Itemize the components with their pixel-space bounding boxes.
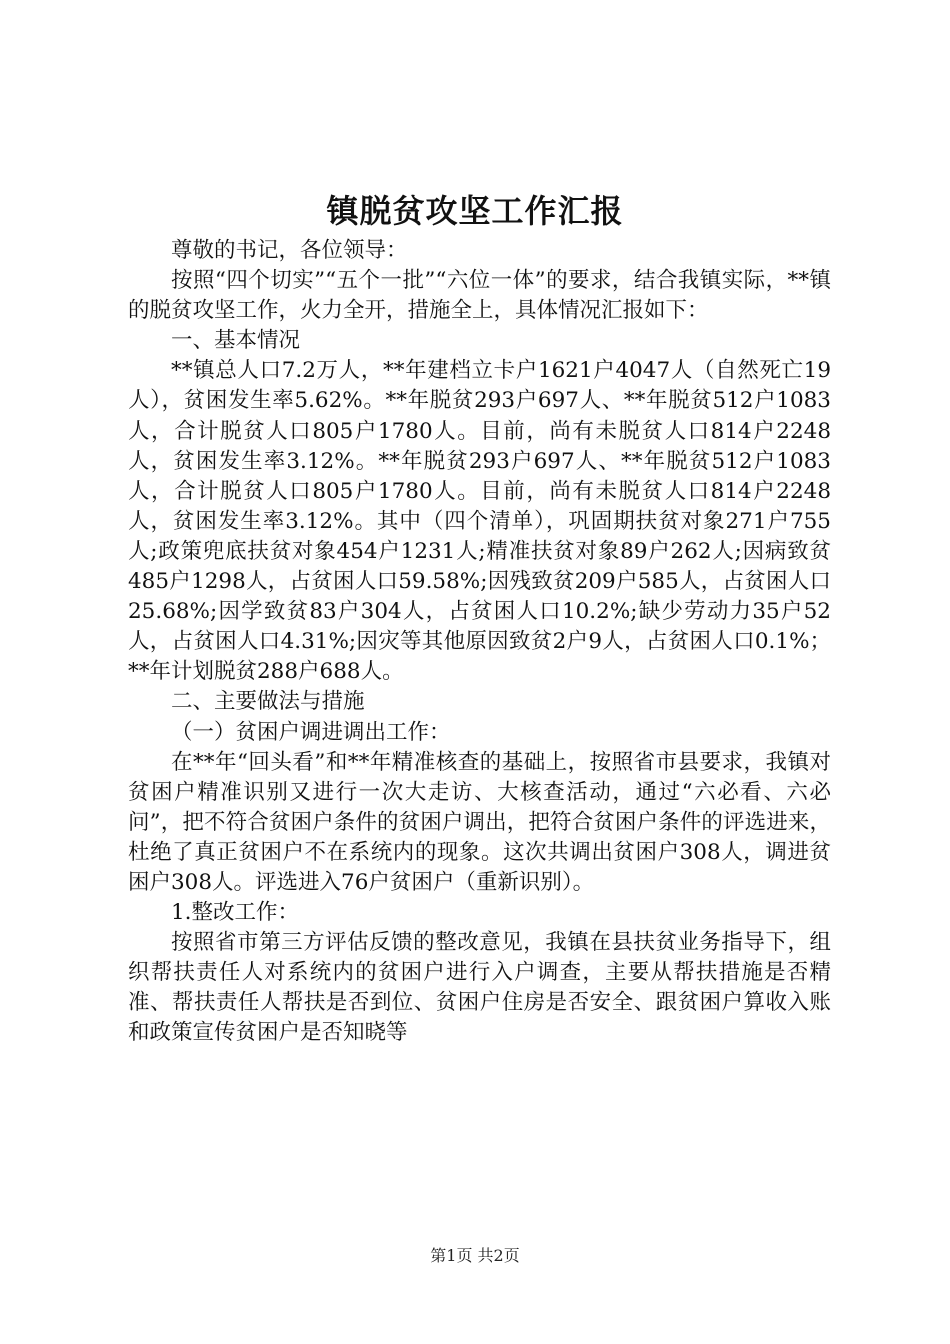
page-footer (0, 1243, 950, 1266)
intro-paragraph: 按照“四个切实”“五个一批”“六位一体”的要求，结合我镇实际，**镇的脱贫攻坚工作，火力全开，措施全上，具体情况汇报如下： (128, 268, 831, 324)
page-total: 共2页 (477, 1246, 520, 1265)
salutation: 尊敬的书记，各位领导： (171, 238, 408, 263)
item-heading-rectification: 1.整改工作： (171, 900, 300, 926)
rectification-paragraph: 按照省市第三方评估反馈的整改意见，我镇在县扶贫业务指导下，组织帮扶责任人对系统内的贫困户进行入户调查，主要从帮扶措施是否精准、帮扶责任人帮扶是否到位、贫困户住房是否安全、跟贫困户算收入账和政策宣传贫困户是否知晓等 (128, 930, 831, 1046)
subsection-heading-adjustment: （一）贫困户调进调出工作： (171, 719, 451, 745)
section-heading-measures: 二、主要做法与措施 (171, 689, 365, 715)
section-heading-basic-situation: 一、基本情况 (171, 328, 301, 354)
page-number: 第1页 (430, 1246, 473, 1265)
adjustment-paragraph: 在**年“回头看”和**年精准核查的基础上，按照省市县要求，我镇对贫困户精准识别又进行一次大走访、大核查活动，通过“六必看、六必问”，把不符合贫困户条件的贫困户调出，把符合贫困户条件的评选进来，杜绝了真正贫困户不在系统内的现象。这次共调出贫困户308人，调进贫困户308人。评选进入76户贫困户（重新识别）。 (128, 749, 831, 895)
document-title: 镇脱贫攻坚工作汇报 (326, 192, 624, 230)
document-body (128, 236, 831, 1049)
basic-situation-paragraph: **镇总人口7.2万人，**年建档立卡户1621户4047人（自然死亡19人），贫困发生率5.62%。**年脱贫293户697人、**年脱贫512户1083人，合计脱贫人口805户1780人。目前，尚有未脱贫人口814户2248人，贫困发生率3.12%。**年脱贫293户697人、**年脱贫512户1083人，合计脱贫人口805户1780人。目前，尚有未脱贫人口814户2248人，贫困发生率3.12%。其中（四个清单），巩固期扶贫对象271户755人;政策兜底扶贫对象454户1231人;精准扶贫对象89户262人;因病致贫485户1298人，占贫困人口59.58%;因残致贫209户585人，占贫困人口25.68%;因学致贫83户304人，占贫困人口10.2%;缺少劳动力35户52人，占贫困人口4.31%;因灾等其他原因致贫2户9人，占贫困人口0.1%；**年计划脱贫288户688人。 (128, 358, 831, 685)
